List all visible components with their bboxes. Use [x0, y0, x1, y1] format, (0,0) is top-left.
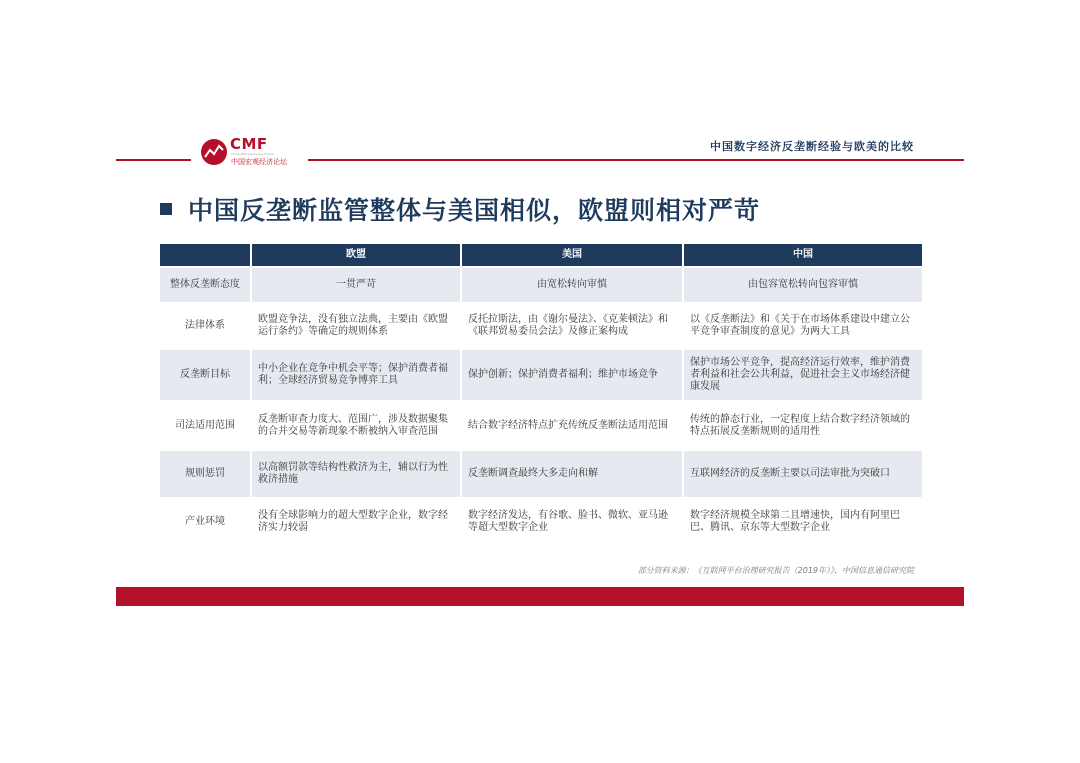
- table-row: [160, 268, 922, 302]
- source-note: 部分资料来源：《互联网平台治理研究报告（2019年）》，中国信息通信研究院: [637, 566, 914, 575]
- cell-cn: 由包容宽松转向包容审慎: [684, 268, 922, 302]
- cell-eu: 反垄断审查力度大、范围广，涉及数据聚集的合并交易等新现象不断被纳入审查范围: [252, 402, 460, 449]
- page-title: [160, 192, 760, 226]
- cell-us: 由宽松转向审慎: [462, 268, 682, 302]
- cell-eu: 没有全球影响力的超大型数字企业，数字经济实力较弱: [252, 499, 460, 545]
- page-header: [116, 130, 964, 170]
- header-rule-left: [116, 159, 191, 161]
- cell-cn: 互联网经济的反垄断主要以司法审批为突破口: [684, 451, 922, 497]
- cell-cn: 传统的静态行业，一定程度上结合数字经济领域的特点拓展反垄断规则的适用性: [684, 402, 922, 449]
- row-label: 法律体系: [160, 304, 250, 348]
- row-label: 产业环境: [160, 499, 250, 545]
- cell-us: 结合数字经济特点扩充传统反垄断法适用范围: [462, 402, 682, 449]
- logo-text: CMF: [230, 135, 268, 153]
- table-row: [160, 451, 922, 497]
- header-rule-right: [308, 159, 964, 161]
- footer-bar: [116, 587, 964, 606]
- table-row: [160, 304, 922, 348]
- section-title: 中国数字经济反垄断经验与欧美的比较: [710, 140, 914, 153]
- cell-cn: 数字经济规模全球第二且增速快，国内有阿里巴巴、腾讯、京东等大型数字企业: [684, 499, 922, 545]
- cell-eu: 以高额罚款等结构性救济为主，辅以行为性救济措施: [252, 451, 460, 497]
- title-bullet-icon: [160, 203, 172, 215]
- table-header-row: [160, 244, 922, 266]
- cmf-logo: [200, 136, 310, 170]
- row-label: 反垄断目标: [160, 350, 250, 400]
- cell-eu: 一贯严苛: [252, 268, 460, 302]
- cell-cn: 保护市场公平竞争，提高经济运行效率，维护消费者利益和社会公共利益，促进社会主义市场经济健康发展: [684, 350, 922, 400]
- page-title-text: 中国反垄断监管整体与美国相似，欧盟则相对严苛: [188, 196, 761, 225]
- cmf-logo-icon: [200, 138, 228, 166]
- row-label: 规则惩罚: [160, 451, 250, 497]
- cell-eu: 欧盟竞争法，没有独立法典，主要由《欧盟运行条约》等确定的规则体系: [252, 304, 460, 348]
- cell-us: 保护创新；保护消费者福利；维护市场竞争: [462, 350, 682, 400]
- logo-subtitle-en: China Macroeconomy Forum: [231, 152, 274, 156]
- row-label: 司法适用范围: [160, 402, 250, 449]
- cell-eu: 中小企业在竞争中机会平等；保护消费者福利；全球经济贸易竞争博弈工具: [252, 350, 460, 400]
- cell-us: 数字经济发达，有谷歌、脸书、微软、亚马逊等超大型数字企业: [462, 499, 682, 545]
- table-row: [160, 402, 922, 449]
- header-cell-eu: 欧盟: [252, 244, 460, 266]
- header-cell-blank: [160, 244, 250, 266]
- logo-subtitle-cn: 中国宏观经济论坛: [231, 158, 287, 166]
- cell-us: 反托拉斯法，由《谢尔曼法》、《克莱顿法》和《联邦贸易委员会法》及修正案构成: [462, 304, 682, 348]
- header-cell-us: 美国: [462, 244, 682, 266]
- header-cell-cn: 中国: [684, 244, 922, 266]
- cell-us: 反垄断调查最终大多走向和解: [462, 451, 682, 497]
- table-row: [160, 350, 922, 400]
- row-label: 整体反垄断态度: [160, 268, 250, 302]
- cell-cn: 以《反垄断法》和《关于在市场体系建设中建立公平竞争审查制度的意见》为两大工具: [684, 304, 922, 348]
- table-row: [160, 499, 922, 545]
- comparison-table: [160, 244, 922, 547]
